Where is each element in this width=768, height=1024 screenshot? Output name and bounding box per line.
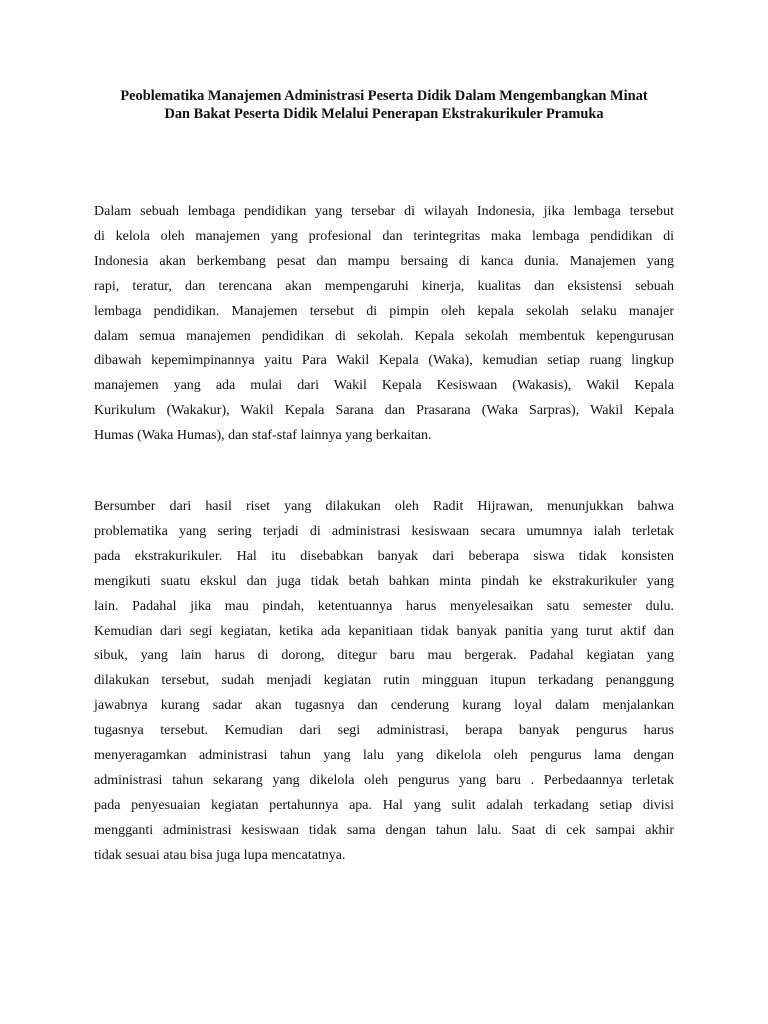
paragraph-intro bbox=[94, 200, 674, 449]
text-line: menyeragamkan administrasi tahun yang lalu yang dikelola oleh pengurus lama dengan bbox=[94, 748, 674, 764]
text-line: Kemudian dari segi kegiatan, ketika ada kepanitiaan tidak banyak panitia yang turut aktif dan bbox=[94, 623, 674, 639]
text-line: mengganti administrasi kesiswaan tidak sama dengan tahun lalu. Saat di cek sampai akhir bbox=[94, 822, 674, 838]
text-line: dalam semua manajemen pendidikan di sekolah. Kepala sekolah membentuk kepengurusan bbox=[94, 328, 674, 344]
paragraph-research bbox=[94, 495, 674, 869]
title-line: Peoblematika Manajemen Administrasi Peserta Didik Dalam Mengembangkan Minat bbox=[120, 88, 648, 104]
title-line: Dan Bakat Peserta Didik Melalui Penerapan Ekstrakurikuler Pramuka bbox=[164, 106, 604, 122]
text-line: lain. Padahal jika mau pindah, ketentuannya harus menyelesaikan satu semester dulu. bbox=[94, 598, 674, 614]
text-line: di kelola oleh manajemen yang profesional dan terintegritas maka lembaga pendidikan di bbox=[94, 228, 674, 244]
text-line: jawabnya kurang sadar akan tugasnya dan cenderung kurang loyal dalam menjalankan bbox=[94, 698, 674, 714]
document-title bbox=[94, 87, 674, 123]
text-line: manajemen yang ada mulai dari Wakil Kepala Kesiswaan (Wakasis), Wakil Kepala bbox=[94, 378, 674, 394]
text-line: tugasnya tersebut. Kemudian dari segi administrasi, berapa banyak pengurus harus bbox=[94, 723, 674, 739]
text-line: Indonesia akan berkembang pesat dan mampu bersaing di kanca dunia. Manajemen yang bbox=[94, 253, 674, 269]
text-line: rapi, teratur, dan terencana akan mempengaruhi kinerja, kualitas dan eksistensi sebuah bbox=[94, 278, 674, 294]
text-line: sibuk, yang lain harus di dorong, ditegur baru mau bergerak. Padahal kegiatan yang bbox=[94, 648, 674, 664]
text-line: Bersumber dari hasil riset yang dilakukan oleh Radit Hijrawan, menunjukkan bahwa bbox=[94, 499, 674, 514]
text-line: pada ekstrakurikuler. Hal itu disebabkan banyak dari beberapa siswa tidak konsisten bbox=[94, 548, 674, 564]
text-line: problematika yang sering terjadi di administrasi kesiswaan secara umumnya ialah terletak bbox=[94, 523, 674, 539]
text-line: Kurikulum (Wakakur), Wakil Kepala Sarana dan Prasarana (Waka Sarpras), Wakil Kepala bbox=[94, 403, 674, 419]
text-line: dibawah kepemimpinannya yaitu Para Wakil Kepala (Waka), kemudian setiap ruang lingkup bbox=[94, 353, 674, 369]
text-line: Humas (Waka Humas), dan staf-staf lainnya yang berkaitan. bbox=[94, 428, 432, 444]
text-line: lembaga pendidikan. Manajemen tersebut di pimpin oleh kepala sekolah selaku manajer bbox=[94, 303, 674, 319]
text-line: Dalam sebuah lembaga pendidikan yang tersebar di wilayah Indonesia, jika lembaga tersebut bbox=[94, 204, 674, 219]
text-line: administrasi tahun sekarang yang dikelola oleh pengurus yang baru . Perbedaannya terletak bbox=[94, 772, 674, 788]
text-line: dilakukan tersebut, sudah menjadi kegiatan rutin mingguan itupun terkadang penanggung bbox=[94, 673, 674, 689]
text-line: pada penyesuaian kegiatan pertahunnya apa. Hal yang sulit adalah terkadang setiap divisi bbox=[94, 797, 674, 813]
text-line: tidak sesuai atau bisa juga lupa mencatatnya. bbox=[94, 847, 346, 863]
text-line: mengikuti suatu ekskul dan juga tidak betah bahkan minta pindah ke ekstrakurikuler yang bbox=[94, 573, 674, 589]
